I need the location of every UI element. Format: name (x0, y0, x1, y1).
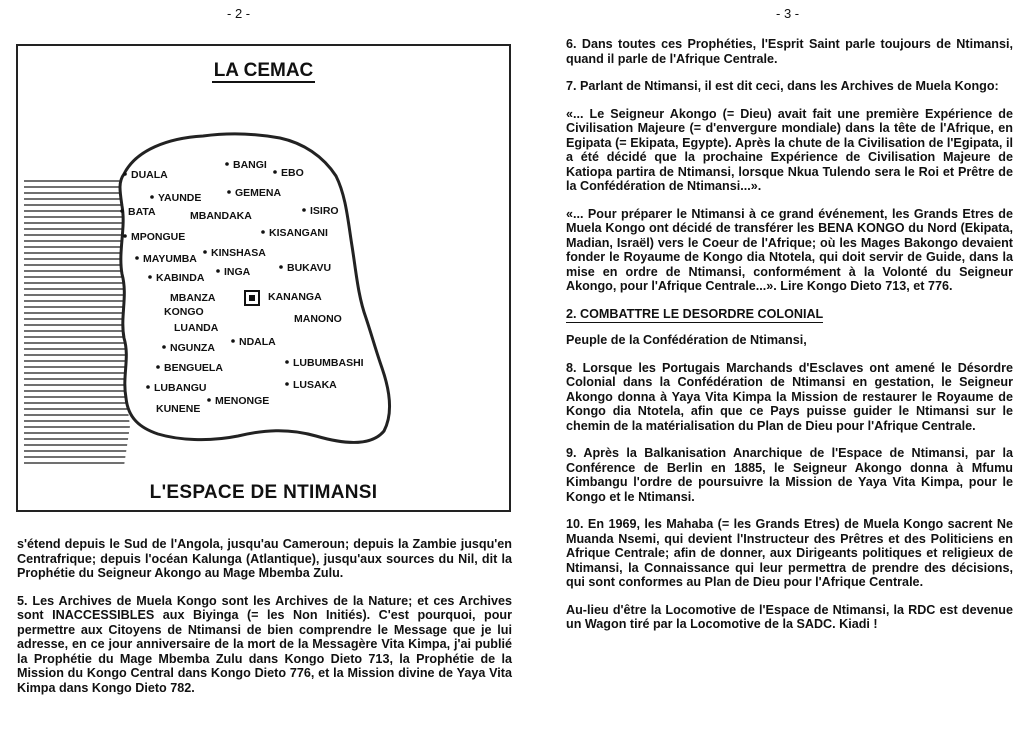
city-label: MAYUMBA (143, 253, 197, 265)
city-label: EBO (281, 167, 304, 179)
city-dot (231, 339, 235, 343)
city-dot (135, 256, 139, 260)
paragraph-7: 7. Parlant de Ntimansi, il est dit ceci, dans les Archives de Muela Kongo: (566, 79, 999, 93)
city-dot (216, 269, 220, 273)
paragraph-11: Au-lieu d'être la Locomotive de l'Espace de Ntimansi, la RDC est devenue un Wagon tiré par la Locomotive de la SADC. Kiadi ! (566, 602, 1013, 631)
city-label: MENONGE (215, 395, 270, 407)
city-dot (302, 208, 306, 212)
section-heading: 2. COMBATTRE LE DESORDRE COLONIAL (566, 307, 823, 324)
city-label: MPONGUE (131, 231, 186, 243)
city-dot (279, 265, 283, 269)
city-label: MBANZA (170, 292, 216, 304)
city-dot (261, 230, 265, 234)
map-figure (16, 44, 511, 512)
city-label: KUNENE (156, 403, 201, 415)
city-label: DUALA (131, 169, 168, 181)
right-column-text (566, 37, 1013, 645)
city-label: NGUNZA (170, 342, 215, 354)
city-dot (156, 365, 160, 369)
paragraph-8: 8. Lorsque les Portugais Marchands d'Esclaves ont amené le Désordre Colonial dans la Confédération de Ntimansi en gestation, le Seigneur Akongo donna à Yaya Vita Kimpa la Mission de restaurer le Royaume de Kongo dia Ntotela, afin que ce Pays puisse guider le Ntimansi sur le chemin de la matérialisation du Plan de Dieu pour l'Afrique Centrale. (566, 360, 1013, 433)
city-label: KISANGANI (269, 227, 328, 239)
city-label: LUBUMBASHI (293, 357, 364, 369)
city-label: BUKAVU (287, 262, 332, 274)
city-dot (225, 162, 229, 166)
city-dot (227, 190, 231, 194)
city-label: LUBANGU (154, 382, 207, 394)
salutation: Peuple de la Confédération de Ntimansi, (566, 333, 807, 347)
city-label: MANONO (294, 313, 342, 325)
city-dot (285, 360, 289, 364)
city-label: ISIRO (310, 205, 339, 217)
city-dot (162, 345, 166, 349)
quote-2: «... Pour préparer le Ntimansi à ce grand événement, les Grands Etres de Muela Kongo ont décidé de transférer les BENA KONGO du Nord (Ekipata, Madian, Israël) vers le Coeur de l'Afrique; où les Mages Bakongo devaient fonder le Royaume de Kongo dia Ntotela, qui doit servir de Guide, dans la mise en ordre de Ntimansi, conformément à la Volonté du Seigneur Akongo, pour l'Afrique Centrale...». Lire Kongo Dieto 713, et 776. (566, 206, 1013, 293)
city-label: BENGUELA (164, 362, 223, 374)
city-label: KONGO (164, 306, 204, 318)
page-number-right: - 3 - (776, 6, 800, 21)
paragraph-6: 6. Dans toutes ces Prophéties, l'Esprit Saint parle toujours de Ntimansi, quand il parle de l'Afrique Centrale. (566, 37, 1013, 66)
city-label: YAUNDE (158, 192, 202, 204)
city-dot (207, 398, 211, 402)
page-number-left: - 2 - (227, 6, 251, 21)
paragraph-9: 9. Après la Balkanisation Anarchique de l'Espace de Ntimansi, par la Conférence de Berlin en 1885, le Seigneur Akongo donna à Mfumu Kimbangu l'ordre de poursuivre la Mission de Yaya Vita Kimpa, pour le Kongo et le Ntimansi. (566, 446, 1013, 504)
city-dot (146, 385, 150, 389)
city-dot (123, 234, 127, 238)
map-title-top: LA CEMAC (213, 60, 314, 81)
city-label: INGA (224, 266, 251, 278)
map-title-bottom: L'ESPACE DE NTIMANSI (149, 482, 378, 503)
city-dot (203, 250, 207, 254)
city-label: KABINDA (156, 272, 205, 284)
city-label: BATA (128, 206, 156, 218)
ocean-hatching (24, 176, 130, 466)
paragraph-10: 10. En 1969, les Mahaba (= les Grands Etres) de Muela Kongo sacrent Ne Muanda Nsemi, qui devient l'Instructeur des Prêtres et des Politiciens en Afrique Centrale; afin de donner, aux Dirigeants politiques et religieux de Ntimansi, la Connaissance qui leur permettra de prendre des décisions, qui sont conformes au Plan de Dieu pour l'Afrique Centrale. (566, 517, 1013, 589)
city-label: LUANDA (174, 322, 219, 334)
paragraph-5: 5. Les Archives de Muela Kongo sont les Archives de la Nature; et ces Archives sont INACCESSIBLES aux Biyinga (= les Non Initiés). C'est pourquoi, pour permettre aux Citoyens de Ntimansi de bien comprendre le Message que je lui adresse, en ce jour anniversaire de la mort de la Messagère Vita Kimpa, j'ai publié la Prophétie du Mage Mbemba Zulu dans Kongo Dieto 713, la Prophétie de la Mission du Kongo Central dans Kongo Dieto 776, et la Mission divine de Yaya Vita Kimpa dans Kongo Dieto 782. (17, 593, 512, 695)
city-label: NDALA (239, 336, 276, 348)
city-label: MBANDAKA (190, 210, 252, 222)
city-dot (273, 170, 277, 174)
city-label: BANGI (233, 159, 267, 171)
city-dot (123, 172, 127, 176)
city-label: KANANGA (268, 291, 322, 303)
city-dot (150, 195, 154, 199)
city-label: KINSHASA (211, 247, 266, 259)
left-column-text (17, 537, 512, 708)
map-drawing (18, 46, 509, 510)
city-dot (120, 209, 124, 213)
city-dot (285, 382, 289, 386)
quote-1: «... Le Seigneur Akongo (= Dieu) avait fait une première Expérience de Civilisation Majeure (= d'envergure mondiale) dans la tête de l'Afrique, en Egipata (= Ekipata, Egypte). Après la chute de la Civilisation de l'Egipata, il a été décidé que la prochaine Expérience de Civilisation Majeure de Katiopa partira de Ntimansi, lorsque Nkua Tulendo sera le Roi et Prêtre de la Confédération de Ntimansi...». (566, 106, 1013, 193)
city-label: GEMENA (235, 187, 282, 199)
paragraph: s'étend depuis le Sud de l'Angola, jusqu'au Cameroun; depuis la Zambie jusqu'en Centrafrique; depuis l'océan Kalunga (Atlantique), jusqu'aux sources du Nil, dit la Prophétie du Seigneur Akongo au Mage Mbemba Zulu. (17, 537, 512, 580)
city-dot (148, 275, 152, 279)
city-label: LUSAKA (293, 379, 337, 391)
